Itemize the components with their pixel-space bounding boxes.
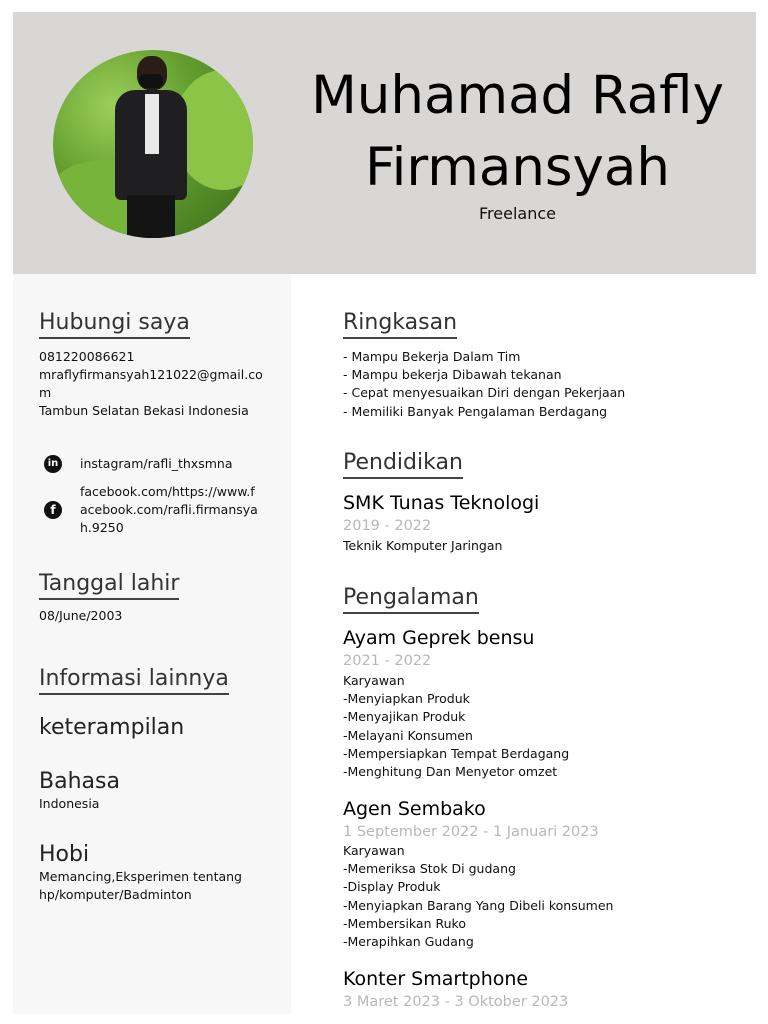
summary-item: - Cepat menyesuaikan Diri dengan Pekerjaan bbox=[343, 385, 626, 401]
education-major: Teknik Komputer Jaringan bbox=[343, 538, 503, 553]
summary-heading: Ringkasan bbox=[343, 310, 457, 339]
job-duty: -Merapihkan Gudang bbox=[343, 933, 474, 949]
name-line-1: Muhamad Rafly bbox=[311, 65, 724, 126]
job-company: Konter Smartphone bbox=[343, 968, 529, 990]
facebook-line-3: h.9250 bbox=[80, 520, 124, 535]
hobby-line-1: Memancing,Eksperimen tentang bbox=[39, 869, 242, 884]
school-name: SMK Tunas Teknologi bbox=[343, 492, 540, 514]
profile-photo bbox=[53, 50, 253, 238]
birth-heading: Tanggal lahir bbox=[39, 571, 179, 600]
job-period: 3 Maret 2023 - 3 Oktober 2023 bbox=[343, 994, 569, 1010]
summary-list bbox=[343, 348, 625, 421]
facebook-line-1: facebook.com/https://www.f bbox=[80, 484, 255, 499]
education-period: 2019 - 2022 bbox=[343, 518, 432, 534]
facebook-icon: f bbox=[44, 501, 62, 519]
job-duty: -Membersikan Ruko bbox=[343, 915, 466, 931]
job-period: 1 September 2022 - 1 Januari 2023 bbox=[343, 824, 599, 840]
summary-item: - Mampu Bekerja Dalam Tim bbox=[343, 349, 521, 364]
facebook-link[interactable] bbox=[80, 483, 258, 537]
job-duty: -Menyiapkan Barang Yang Dibeli konsumen bbox=[343, 897, 614, 913]
email-line-2: m bbox=[39, 385, 52, 400]
job-duty: -Menyajikan Produk bbox=[343, 709, 466, 725]
language-heading: Bahasa bbox=[39, 769, 120, 794]
linkedin-icon: in bbox=[44, 455, 62, 473]
job-duty: Karyawan bbox=[343, 843, 405, 858]
job-duty: -Menghitung Dan Menyetor omzet bbox=[343, 763, 558, 779]
education-heading: Pendidikan bbox=[343, 450, 463, 479]
job-company: Agen Sembako bbox=[343, 798, 486, 820]
job-company: Ayam Geprek bensu bbox=[343, 627, 535, 649]
job-period: 2021 - 2022 bbox=[343, 653, 432, 669]
other-info-heading: Informasi lainnya bbox=[39, 666, 229, 695]
contact-heading: Hubungi saya bbox=[39, 310, 190, 339]
summary-item: - Mampu bekerja Dibawah tekanan bbox=[343, 367, 562, 383]
job-duty: -Memeriksa Stok Di gudang bbox=[343, 861, 516, 877]
hobby-line-2: hp/komputer/Badminton bbox=[39, 887, 192, 902]
experience-heading: Pengalaman bbox=[343, 585, 479, 614]
job-duty: -Melayani Konsumen bbox=[343, 727, 473, 743]
job-duty: -Mempersiapkan Tempat Berdagang bbox=[343, 745, 570, 761]
contact-details bbox=[39, 348, 263, 420]
instagram-link[interactable]: instagram/rafli_thxsmna bbox=[80, 456, 233, 471]
job-duties bbox=[343, 842, 613, 951]
facebook-line-2: acebook.com/rafli.firmansya bbox=[80, 502, 258, 517]
skills-heading: keterampilan bbox=[39, 715, 185, 740]
job-duty: -Display Produk bbox=[343, 879, 441, 895]
hobby-heading: Hobi bbox=[39, 842, 90, 867]
job-duty: Karyawan bbox=[343, 673, 405, 688]
role-title: Freelance bbox=[479, 204, 556, 223]
email-line-1: mraflyfirmansyah121022@gmail.co bbox=[39, 367, 263, 382]
birth-date: 08/June/2003 bbox=[39, 608, 123, 623]
phone-number: 081220086621 bbox=[39, 349, 135, 364]
job-duty: -Menyiapkan Produk bbox=[343, 691, 470, 707]
language-value: Indonesia bbox=[39, 796, 100, 811]
job-duties bbox=[343, 672, 569, 781]
name-line-2: Firmansyah bbox=[365, 137, 670, 198]
hobby-value bbox=[39, 868, 242, 904]
full-name bbox=[290, 60, 745, 204]
summary-item: - Memiliki Banyak Pengalaman Berdagang bbox=[343, 403, 608, 419]
address: Tambun Selatan Bekasi Indonesia bbox=[39, 403, 249, 418]
